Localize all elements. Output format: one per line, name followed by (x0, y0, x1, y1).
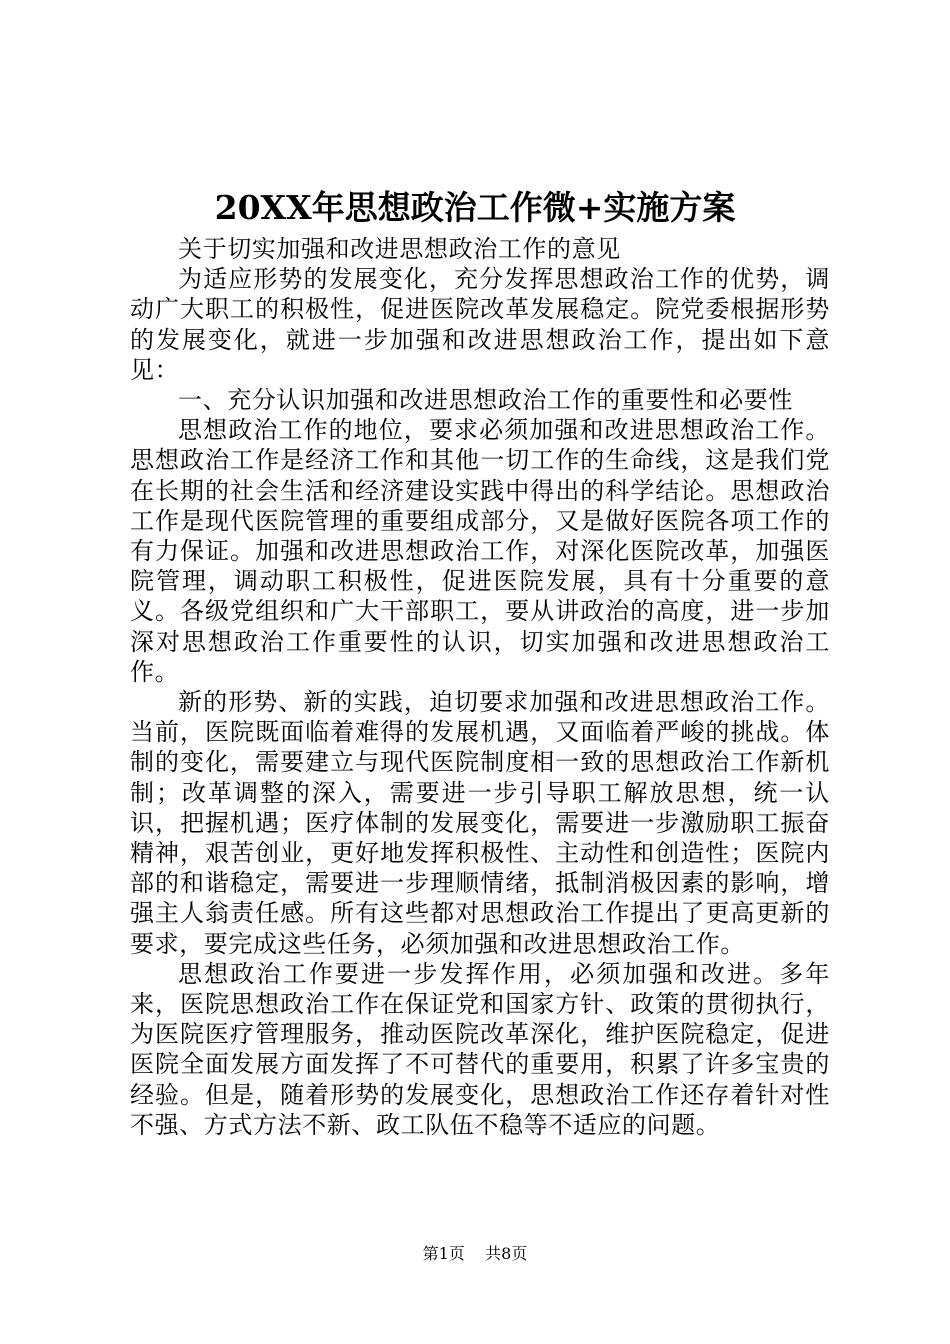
document-title: 20XX年思想政治工作微+实施方案 (214, 188, 736, 227)
page-footer (0, 1243, 950, 1265)
page-total: 共8页 (485, 1244, 528, 1263)
paragraph: 思想政治工作要进一步发挥作用，必须加强和改进。多年来，医院思想政治工作在保证党和国家方针、政策的贯彻执行，为医院医疗管理服务，推动医院改革深化，维护医院稳定，促进医院全面发展方面发挥了不可替代的重要用，积累了许多宝贵的经验。但是，随着形势的发展变化，思想政治工作还存着针对性不强、方式方法不新、政工队伍不稳等不适应的问题。 (130, 959, 830, 1139)
page-separator (470, 1244, 480, 1263)
document-body (130, 234, 830, 1140)
paragraph: 思想政治工作的地位，要求必须加强和改进思想政治工作。思想政治工作是经济工作和其他一切工作的生命线，这是我们党在长期的社会生活和经济建设实践中得出的科学结论。思想政治工作是现代医院管理的重要组成部分，又是做好医院各项工作的有力保证。加强和改进思想政治工作，对深化医院改革，加强医院管理，调动职工积极性，促进医院发展，具有十分重要的意义。各级党组织和广大干部职工，要从讲政治的高度，进一步加深对思想政治工作重要性的认识，切实加强和改进思想政治工作。 (130, 416, 830, 686)
paragraph-heading: 关于切实加强和改进思想政治工作的意见 (178, 235, 621, 263)
section-heading: 一、充分认识加强和改进思想政治工作的重要性和必要性 (178, 386, 793, 415)
paragraph: 新的形势、新的实践，迫切要求加强和改进思想政治工作。当前，医院既面临着难得的发展机遇，又面临着严峻的挑战。体制的变化，需要建立与现代医院制度相一致的思想政治工作新机制；改革调整的深入，需要进一步引导职工解放思想，统一认识，把握机遇；医疗体制的发展变化，需要进一步激励职工振奋精神，艰苦创业，更好地发挥积极性、主动性和创造性；医院内部的和谐稳定，需要进一步理顺情绪，抵制消极因素的影响，增强主人翁责任感。所有这些都对思想政治工作提出了更高更新的要求，要完成这些任务，必须加强和改进思想政治工作。 (130, 688, 830, 958)
paragraph: 为适应形势的发展变化，充分发挥思想政治工作的优势，调动广大职工的积极性，促进医院改革发展稳定。院党委根据形势的发展变化，就进一步加强和改进思想政治工作，提出如下意见： (130, 265, 830, 384)
page-number: 第1页 (422, 1244, 465, 1263)
